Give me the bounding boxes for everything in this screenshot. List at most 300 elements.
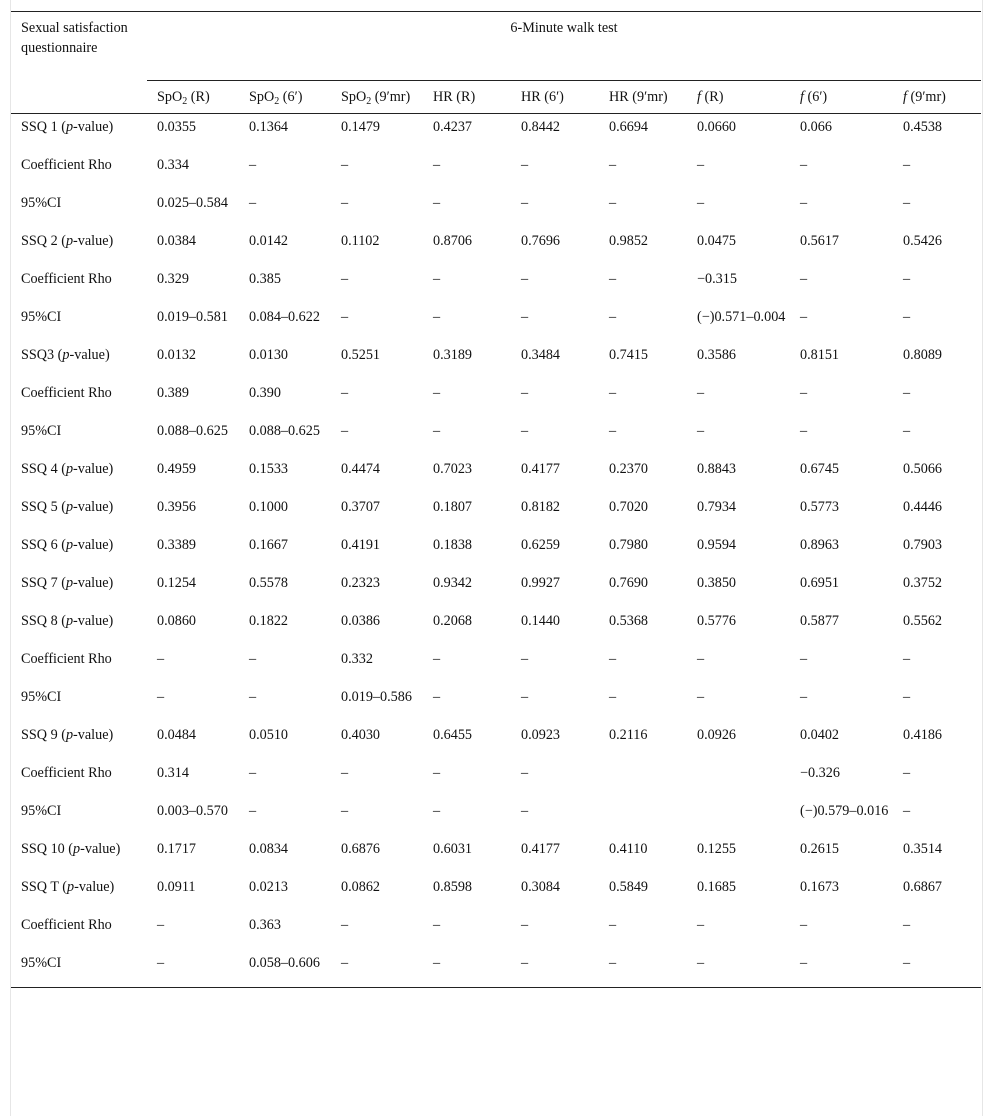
row-label — [11, 684, 147, 722]
table-cell: 0.4191 — [341, 536, 381, 553]
table-cell: 0.6031 — [433, 840, 473, 857]
row-label — [11, 152, 147, 190]
table-cell: 0.1667 — [249, 536, 289, 553]
row-label-text: SSQ 5 ( — [21, 498, 66, 515]
table-cell: – — [697, 194, 705, 211]
table-cell: – — [433, 650, 441, 667]
table-row — [11, 380, 981, 418]
table-cell: 0.4959 — [157, 460, 197, 477]
table-row — [11, 190, 981, 228]
table-cell: – — [609, 156, 617, 173]
table-cell: 0.0911 — [157, 878, 196, 895]
table-cell: – — [609, 916, 617, 933]
table-cell: 0.7020 — [609, 498, 649, 515]
table-cell: – — [903, 802, 911, 819]
table-cell: 0.8706 — [433, 232, 473, 249]
row-label — [11, 304, 147, 342]
row-label-tail: -value) — [73, 536, 114, 553]
table-cell: 0.4110 — [609, 840, 648, 857]
table-cell: – — [697, 650, 705, 667]
table-cell: – — [433, 802, 441, 819]
table-cell: – — [609, 954, 617, 971]
table-cell: – — [609, 384, 617, 401]
row-label — [11, 836, 147, 874]
table-cell: 0.066 — [800, 119, 832, 135]
column-header — [147, 81, 239, 114]
row-label — [11, 190, 147, 228]
table-cell: 0.0834 — [249, 840, 289, 857]
column-header-tail: (9′mr) — [371, 89, 411, 105]
row-label-text: Coefficient Rho — [21, 270, 112, 287]
table-cell: – — [521, 308, 529, 325]
table-cell: 0.1440 — [521, 612, 561, 629]
table-cell: – — [249, 156, 257, 173]
row-label-text: SSQ 9 ( — [21, 726, 66, 743]
table-cell: – — [903, 156, 911, 173]
row-label — [11, 646, 147, 684]
table-cell: 0.8089 — [903, 346, 943, 363]
table-cell: 0.1838 — [433, 536, 473, 553]
stub-header — [11, 12, 147, 114]
table-cell: 0.1685 — [697, 878, 737, 895]
table-row — [11, 912, 981, 950]
row-label-text: 95%CI — [21, 688, 62, 705]
column-header-main: SpO — [157, 89, 183, 105]
table-cell: – — [903, 422, 911, 439]
table-cell: 0.0862 — [341, 878, 381, 895]
table-cell: – — [521, 270, 529, 287]
row-label-italic: p — [67, 878, 75, 895]
table-cell: 0.8598 — [433, 878, 473, 895]
table-row — [11, 836, 981, 874]
table-cell: – — [157, 916, 165, 933]
table-cell: – — [697, 384, 705, 401]
table-cell: – — [341, 916, 349, 933]
table-cell: 0.5251 — [341, 346, 381, 363]
table-cell: 0.5368 — [609, 612, 649, 629]
table-cell: 0.088–0.625 — [249, 422, 320, 439]
table-cell: – — [903, 194, 911, 211]
table-cell: 0.1533 — [249, 460, 289, 477]
table-cell: 0.5773 — [800, 498, 840, 515]
table-cell: 0.2323 — [341, 574, 381, 591]
table-row — [11, 874, 981, 912]
table-cell: – — [341, 308, 349, 325]
results-table — [11, 11, 981, 988]
table-cell: 0.4474 — [341, 460, 381, 477]
row-label-italic: p — [65, 232, 74, 249]
table-cell: – — [800, 688, 808, 705]
table-cell: 0.4237 — [433, 119, 473, 135]
table-cell: 0.2370 — [609, 460, 649, 477]
table-cell: – — [521, 422, 529, 439]
table-cell: – — [341, 764, 349, 781]
column-header — [893, 81, 981, 114]
table-cell: 0.9342 — [433, 574, 473, 591]
table-cell: −0.315 — [697, 270, 737, 287]
table-cell: – — [521, 916, 529, 933]
table-row — [11, 532, 981, 570]
table-cell: 0.2068 — [433, 612, 473, 629]
row-label-tail: -value) — [69, 346, 110, 363]
table-cell: – — [157, 688, 165, 705]
table-cell: 0.6745 — [800, 460, 840, 477]
table-row — [11, 456, 981, 494]
table-cell: – — [341, 194, 349, 211]
row-label-tail: -value) — [73, 574, 114, 591]
column-header-main: f — [697, 89, 701, 105]
row-label-text: 95%CI — [21, 308, 62, 325]
row-label-text: SSQ 10 ( — [21, 840, 74, 857]
table-cell: 0.2116 — [609, 726, 648, 743]
table-cell: 0.7690 — [609, 574, 649, 591]
table-cell: – — [521, 650, 529, 667]
table-row — [11, 342, 981, 380]
table-cell: 0.0660 — [697, 119, 737, 135]
table-cell: 0.4538 — [903, 119, 943, 135]
table-cell: – — [433, 384, 441, 401]
table-cell: – — [521, 688, 529, 705]
table-row — [11, 266, 981, 304]
group-header — [147, 12, 981, 81]
table-cell: 0.0402 — [800, 726, 840, 743]
table-row — [11, 304, 981, 342]
table-cell: 0.4446 — [903, 498, 943, 515]
table-cell: 0.363 — [249, 916, 281, 933]
table-cell: 0.8963 — [800, 536, 840, 553]
table-cell: 0.3752 — [903, 574, 943, 591]
table-cell: – — [609, 270, 617, 287]
row-label — [11, 456, 147, 494]
table-cell: 0.5849 — [609, 878, 649, 895]
row-label-italic: p — [65, 119, 74, 135]
row-label-text: Coefficient Rho — [21, 650, 112, 667]
table-cell: 0.6694 — [609, 119, 649, 135]
column-header-sub: 2 — [274, 96, 280, 107]
column-header-sub: 2 — [182, 96, 188, 107]
column-header — [687, 81, 790, 114]
table-cell: – — [157, 650, 165, 667]
table-cell: 0.084–0.622 — [249, 308, 320, 325]
table-cell: – — [903, 954, 911, 971]
table-cell: – — [521, 764, 529, 781]
row-label — [11, 608, 147, 646]
row-label-text: Coefficient Rho — [21, 156, 112, 173]
row-label-text: SSQ3 ( — [21, 346, 63, 363]
table-cell: – — [433, 156, 441, 173]
row-label — [11, 570, 147, 608]
table-cell: 0.0860 — [157, 612, 197, 629]
table-cell: – — [697, 954, 705, 971]
table-cell: – — [249, 650, 257, 667]
table-cell: 0.3707 — [341, 498, 381, 515]
table-cell: 0.3389 — [157, 536, 197, 553]
table-cell: – — [341, 422, 349, 439]
table-cell: 0.3850 — [697, 574, 737, 591]
table-cell: – — [697, 688, 705, 705]
row-label-tail: -value) — [74, 878, 115, 895]
table-cell — [599, 798, 687, 836]
table-cell: 0.7696 — [521, 232, 561, 249]
table-cell: 0.390 — [249, 384, 281, 401]
column-header — [423, 81, 511, 114]
column-header-main: SpO — [249, 89, 275, 105]
row-label-text: SSQ 8 ( — [21, 612, 66, 629]
row-label — [11, 494, 147, 532]
table-row — [11, 228, 981, 266]
table-cell: 0.9852 — [609, 232, 649, 249]
table-cell: – — [800, 650, 808, 667]
row-label — [11, 874, 147, 912]
table-cell: 0.1479 — [341, 119, 381, 135]
group-header-text: 6-Minute walk test — [510, 20, 618, 36]
row-label-text: 95%CI — [21, 194, 62, 211]
table-cell: 0.3189 — [433, 346, 473, 363]
table-cell: – — [609, 194, 617, 211]
row-label — [11, 266, 147, 304]
table-cell: – — [249, 764, 257, 781]
table-cell — [599, 760, 687, 798]
row-label — [11, 950, 147, 988]
table-cell: 0.1255 — [697, 840, 737, 857]
table-row — [11, 152, 981, 190]
table-cell: 0.019–0.586 — [341, 688, 412, 705]
table-cell: 0.1807 — [433, 498, 473, 515]
table-row — [11, 798, 981, 836]
table-cell: – — [249, 802, 257, 819]
column-header-main: HR (6′) — [521, 89, 564, 105]
table-cell: 0.7023 — [433, 460, 473, 477]
row-label-text: 95%CI — [21, 422, 62, 439]
table-cell: 0.6867 — [903, 878, 943, 895]
table-cell: – — [521, 156, 529, 173]
table-cell: 0.5776 — [697, 612, 737, 629]
stub-header-text: Sexual satisfaction questionnaire — [21, 20, 128, 56]
table-cell: – — [800, 270, 808, 287]
table-cell: – — [341, 270, 349, 287]
row-label-text: SSQ 2 ( — [21, 232, 66, 249]
table-cell: – — [800, 422, 808, 439]
table-cell: 0.088–0.625 — [157, 422, 228, 439]
table-cell: 0.025–0.584 — [157, 194, 228, 211]
table-row — [11, 570, 981, 608]
table-cell: 0.0484 — [157, 726, 197, 743]
row-label-tail: -value) — [73, 726, 114, 743]
table-cell: – — [609, 650, 617, 667]
table-cell: 0.9927 — [521, 574, 561, 591]
table-cell: (−)0.571–0.004 — [697, 308, 786, 325]
table-cell: – — [609, 688, 617, 705]
column-header-tail: (6′) — [803, 89, 828, 105]
table-cell: 0.0132 — [157, 346, 197, 363]
table-cell: 0.5877 — [800, 612, 840, 629]
table-cell: – — [157, 954, 165, 971]
row-label-text: Coefficient Rho — [21, 916, 112, 933]
table-cell: −0.326 — [800, 764, 840, 781]
column-header-tail: (6′) — [279, 89, 303, 105]
table-cell: – — [433, 764, 441, 781]
column-header-main: f — [800, 89, 804, 105]
table-cell: 0.1717 — [157, 840, 197, 857]
table-cell: – — [433, 422, 441, 439]
table-cell: – — [800, 308, 808, 325]
table-cell: 0.4177 — [521, 840, 561, 857]
table-cell: 0.314 — [157, 764, 189, 781]
table-cell: – — [903, 916, 911, 933]
table-row — [11, 114, 981, 152]
table-cell: 0.6259 — [521, 536, 561, 553]
table-cell: – — [433, 308, 441, 325]
table-cell: 0.8151 — [800, 346, 840, 363]
table-cell: 0.4186 — [903, 726, 943, 743]
table-cell: 0.1364 — [249, 119, 289, 135]
table-cell: 0.0142 — [249, 232, 289, 249]
column-header — [331, 81, 423, 114]
table-cell: 0.385 — [249, 270, 281, 287]
table-cell: 0.6455 — [433, 726, 473, 743]
table-cell: – — [697, 156, 705, 173]
table-cell: 0.334 — [157, 156, 189, 173]
table-cell: – — [903, 650, 911, 667]
table-cell: 0.1000 — [249, 498, 289, 515]
table-row — [11, 418, 981, 456]
table-cell: (−)0.579–0.016 — [800, 802, 889, 819]
table-cell: 0.7980 — [609, 536, 649, 553]
table-cell: 0.0130 — [249, 346, 289, 363]
row-label-text: 95%CI — [21, 802, 62, 819]
table-cell: 0.7903 — [903, 536, 943, 553]
table-cell: 0.1673 — [800, 878, 840, 895]
table-row — [11, 722, 981, 760]
table-cell: – — [697, 422, 705, 439]
table-row — [11, 760, 981, 798]
table-cell: 0.4177 — [521, 460, 561, 477]
row-label-text: 95%CI — [21, 954, 62, 971]
table-cell: 0.1254 — [157, 574, 197, 591]
table-cell: – — [800, 156, 808, 173]
table-cell: 0.332 — [341, 650, 373, 667]
table-cell: 0.019–0.581 — [157, 308, 228, 325]
table-cell: 0.3484 — [521, 346, 561, 363]
column-header-tail: (R) — [700, 89, 724, 105]
table-cell: 0.0384 — [157, 232, 197, 249]
row-label — [11, 912, 147, 950]
row-label — [11, 342, 147, 380]
table-cell: – — [697, 916, 705, 933]
table-cell: 0.5617 — [800, 232, 840, 249]
column-header-tail: (R) — [187, 89, 210, 105]
row-label-text: Coefficient Rho — [21, 764, 112, 781]
table-cell: 0.7415 — [609, 346, 649, 363]
table-cell: 0.0926 — [697, 726, 737, 743]
row-label-text: SSQ 4 ( — [21, 460, 66, 477]
table-cell: – — [903, 384, 911, 401]
row-label-italic: p — [65, 612, 74, 629]
table-cell: 0.7934 — [697, 498, 737, 515]
table-cell: 0.5426 — [903, 232, 943, 249]
column-header — [790, 81, 893, 114]
row-label-italic: p — [65, 536, 74, 553]
row-label-tail: -value) — [73, 119, 114, 135]
table-cell: – — [609, 308, 617, 325]
row-label — [11, 228, 147, 266]
table-cell: 0.4030 — [341, 726, 381, 743]
row-label-tail: -value) — [73, 460, 114, 477]
column-header-main: SpO — [341, 89, 367, 105]
row-label-text: Coefficient Rho — [21, 384, 112, 401]
column-header-main: f — [903, 89, 907, 105]
row-label-text: SSQ 7 ( — [21, 574, 66, 591]
table-cell: – — [903, 308, 911, 325]
row-label-text: SSQ 6 ( — [21, 536, 66, 553]
row-label — [11, 798, 147, 836]
row-label-tail: -value) — [73, 232, 114, 249]
table-cell: – — [800, 384, 808, 401]
row-label — [11, 418, 147, 456]
row-label-italic: p — [65, 726, 74, 743]
table-cell: 0.0923 — [521, 726, 561, 743]
table-cell: 0.2615 — [800, 840, 840, 857]
row-label-italic: p — [62, 346, 70, 363]
table-cell: 0.8843 — [697, 460, 737, 477]
table-cell: 0.0386 — [341, 612, 381, 629]
table-cell: 0.9594 — [697, 536, 737, 553]
table-cell: – — [609, 422, 617, 439]
table-cell: 0.1102 — [341, 232, 380, 249]
table-cell: – — [903, 688, 911, 705]
row-label — [11, 532, 147, 570]
table-cell: – — [800, 194, 808, 211]
table-cell: – — [521, 954, 529, 971]
row-label-tail: -value) — [80, 840, 121, 857]
table-cell: – — [903, 270, 911, 287]
table-cell: – — [341, 802, 349, 819]
table-cell: 0.0213 — [249, 878, 289, 895]
table-cell: – — [341, 954, 349, 971]
table-cell: 0.0355 — [157, 119, 197, 135]
table-cell: – — [433, 916, 441, 933]
table-cell: 0.6951 — [800, 574, 840, 591]
row-label-italic: p — [65, 574, 74, 591]
table-row — [11, 646, 981, 684]
table-row — [11, 684, 981, 722]
table-cell: 0.5578 — [249, 574, 289, 591]
table-cell: 0.058–0.606 — [249, 954, 320, 971]
table-cell: 0.8182 — [521, 498, 561, 515]
table-cell: 0.3514 — [903, 840, 943, 857]
table-cell — [687, 760, 790, 798]
table-cell: – — [521, 802, 529, 819]
table-cell: 0.5066 — [903, 460, 943, 477]
row-label-italic: p — [65, 498, 74, 515]
column-header-row — [11, 81, 981, 114]
table-cell: 0.3084 — [521, 878, 561, 895]
table-cell: 0.5562 — [903, 612, 943, 629]
row-label-italic: p — [65, 460, 74, 477]
table-cell: – — [249, 688, 257, 705]
row-label-tail: -value) — [73, 612, 114, 629]
row-label-text: SSQ 1 ( — [21, 119, 66, 135]
table-row — [11, 494, 981, 532]
row-label — [11, 114, 147, 152]
table-cell: – — [521, 384, 529, 401]
column-header-sub: 2 — [366, 96, 372, 107]
table-cell: 0.6876 — [341, 840, 381, 857]
table-cell: 0.0475 — [697, 232, 737, 249]
table-cell: – — [521, 194, 529, 211]
column-header-main: HR (9′mr) — [609, 89, 668, 105]
row-label — [11, 760, 147, 798]
